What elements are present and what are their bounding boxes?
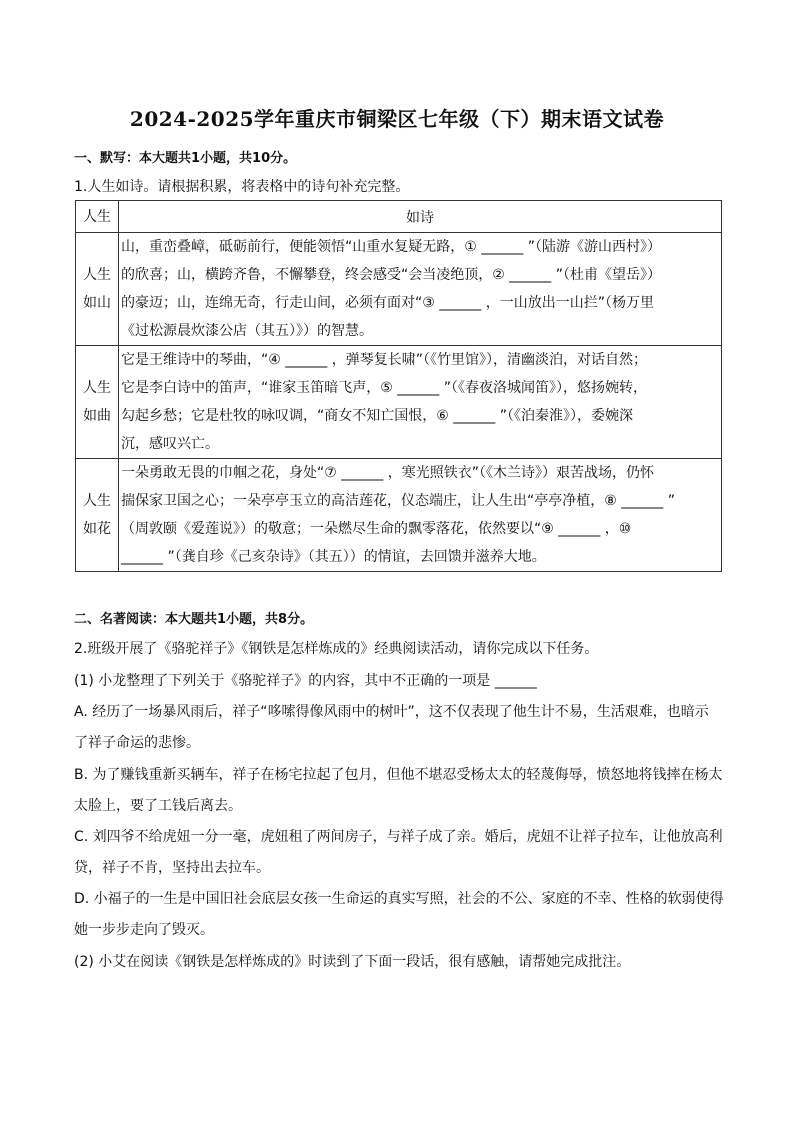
- row-label-line: 如山: [83, 295, 111, 311]
- content-line: 一朵勇敢无畏的巾帼之花，身处“⑦ ______ ，寒光照铁衣”（《木兰诗》）艰苦战场，仍怀: [121, 465, 654, 481]
- row-label-line: 如花: [83, 521, 111, 537]
- table-header-row: [76, 201, 722, 233]
- content-line: 揣保家卫国之心；一朵亭亭玉立的高洁莲花，仪态端庄，让人生出“亭亭净植，⑧ ______ ”: [121, 493, 675, 509]
- option-d-line: D. 小福子的一生是中国旧社会底层女孩一生命运的真实写照，社会的不公、家庭的不幸、性格的软弱使得: [74, 891, 724, 907]
- row-label: [76, 346, 119, 459]
- content-line: 的豪迈；山，连绵无奇，行走山间，必须有面对“③ ______ ，一山放出一山拦”（杨万里: [121, 295, 654, 311]
- option-b-line: B. 为了赚钱重新买辆车，祥子在杨宅拉起了包月，但他不堪忍受杨太太的轻蔑侮辱，愤怒地将钱摔在杨太: [74, 767, 723, 783]
- content-line: 沉，感叹兴亡。: [121, 436, 219, 452]
- section-2-heading: 二、名著阅读：本大题共1小题，共8分。: [74, 612, 314, 627]
- row-label-line: 人生: [83, 380, 111, 396]
- row-label: [76, 233, 119, 346]
- content-line: （周敦颐《爱莲说》）的敬意；一朵燃尽生命的飘零落花，依然要以“⑨ ______ ，⑩: [121, 521, 632, 537]
- row-content: [119, 459, 722, 572]
- table-row: [76, 459, 722, 572]
- content-line: 它是王维诗中的琴曲，“④ ______ ，弹琴复长啸”（《竹里馆》），清幽淡泊，对话自然；: [121, 352, 647, 368]
- content-line: ______ ”（龚自珍《己亥杂诗》（其五））的情谊，去回馈并滋养大地。: [121, 549, 546, 565]
- question-1: 1.人生如诗。请根据积累，将表格中的诗句补充完整。: [74, 179, 410, 195]
- option-a-line: 了祥子命运的悲惨。: [74, 735, 200, 751]
- row-content: [119, 346, 722, 459]
- question-2-intro: 2.班级开展了《骆驼祥子》《钢铁是怎样炼成的》经典阅读活动，请你完成以下任务。: [74, 641, 599, 657]
- option-c-line: C. 刘四爷不给虎妞一分一毫，虎妞租了两间房子，与祥子成了亲。婚后，虎妞不让祥子拉车，让他放高利: [74, 829, 723, 845]
- row-content: [119, 233, 722, 346]
- option-d-line: 她一步步走向了毁灭。: [74, 922, 214, 938]
- option-a-line: A. 经历了一场暴风雨后，祥子“哆嗦得像风雨中的树叶”，这不仅表现了他生计不易，生活艰难，也暗示: [74, 704, 709, 720]
- question-2-part-2: (2) 小艾在阅读《钢铁是怎样炼成的》时读到了下面一段话，很有感触，请帮她完成批注。: [74, 954, 631, 970]
- row-label-line: 如曲: [83, 408, 111, 424]
- option-c-line: 贷，祥子不肯，坚持出去拉车。: [74, 860, 270, 876]
- poem-table: [75, 200, 722, 572]
- header-cell-poem: 如诗: [119, 201, 722, 233]
- header-cell-life: 人生: [76, 201, 119, 233]
- section-1-heading: 一、默写：本大题共1小题，共10分。: [74, 151, 297, 166]
- option-b-line: 太脸上，要了工钱后离去。: [74, 798, 242, 814]
- content-line: 《过松源晨炊漆公店（其五）》）的智慧。: [121, 323, 373, 339]
- page-title: 2024-2025学年重庆市铜梁区七年级（下）期末语文试卷: [129, 107, 665, 131]
- row-label-line: 人生: [83, 267, 111, 283]
- row-label-line: 人生: [83, 493, 111, 509]
- content-line: 的欣喜；山，横跨齐鲁，不懈攀登，终会感受“会当凌绝顶，② ______ ”（杜甫《望岳》）: [121, 267, 661, 283]
- content-line: 勾起乡愁；它是杜牧的咏叹调，“商女不知亡国恨，⑥ ______ ”（《泊秦淮》），委婉深: [121, 408, 633, 424]
- row-label: [76, 459, 119, 572]
- table-row: [76, 346, 722, 459]
- question-2-part-1: (1) 小龙整理了下列关于《骆驼祥子》的内容，其中不正确的一项是 ______: [74, 673, 537, 689]
- content-line: 山，重峦叠嶂，砥砺前行，便能领悟“山重水复疑无路，① ______ ”（陆游《游山西村》）: [121, 239, 661, 255]
- table-row: [76, 233, 722, 346]
- content-line: 它是李白诗中的笛声，“谁家玉笛暗飞声，⑤ ______ ”（《春夜洛城闻笛》），悠扬婉转，: [121, 380, 647, 396]
